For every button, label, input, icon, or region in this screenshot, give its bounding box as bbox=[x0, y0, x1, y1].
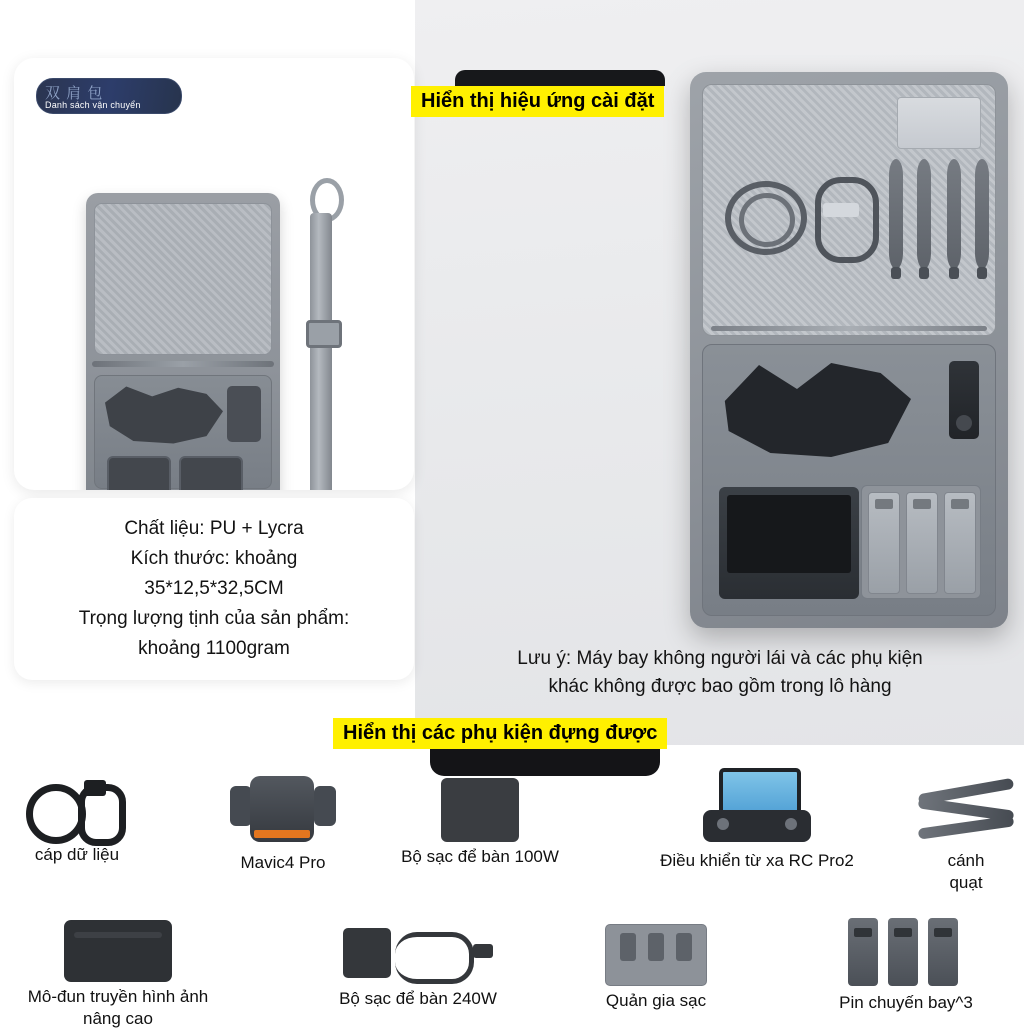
propeller-2 bbox=[917, 159, 931, 269]
case-base-panel bbox=[702, 344, 996, 616]
spec-material: Chất liệu: PU + Lycra bbox=[124, 518, 304, 539]
drone-icon bbox=[228, 770, 338, 848]
accessory-mavic4-pro bbox=[208, 770, 358, 874]
accessory-flight-batteries bbox=[798, 918, 1014, 1014]
carrying-case-closed bbox=[86, 193, 280, 490]
battery-slot-1 bbox=[868, 492, 900, 594]
propeller-1 bbox=[889, 159, 903, 269]
accessory-label: Quản gia sạc bbox=[605, 991, 707, 1010]
note-line-1: Lưu ý: Máy bay không người lái và các phụ kiện bbox=[517, 648, 923, 669]
accessory-label: Điều khiển từ xa RC Pro2 bbox=[660, 851, 854, 870]
note-line-2: khác không được bao gồm trong lô hàng bbox=[548, 676, 892, 697]
battery-slot-2 bbox=[906, 492, 938, 594]
accessory-data-cable bbox=[2, 778, 152, 866]
disclaimer-note bbox=[440, 645, 1000, 701]
packing-list-badge bbox=[36, 78, 182, 114]
carrying-case-open bbox=[690, 72, 1008, 628]
propeller-4 bbox=[975, 159, 989, 269]
foam-cutout-left bbox=[107, 456, 171, 490]
remote-controller-slot bbox=[719, 487, 859, 599]
accessory-stick bbox=[949, 361, 979, 439]
accessory-charging-hub bbox=[578, 924, 734, 1012]
accessory-propellers bbox=[910, 780, 1022, 894]
badge-glyphs: 双 肩 包 bbox=[45, 85, 104, 102]
battery-slot-3 bbox=[944, 492, 976, 594]
accessory-label: cáp dữ liệu bbox=[34, 845, 120, 864]
battery-slots bbox=[861, 485, 981, 599]
accessory-label: Bộ sạc để bàn 240W bbox=[339, 989, 497, 1008]
shoulder-strap bbox=[310, 213, 332, 490]
spec-size-label: Kích thước: khoảng bbox=[130, 548, 298, 569]
case-foam-tray bbox=[94, 375, 272, 489]
left-product-photo-card bbox=[14, 58, 414, 490]
cable-icon bbox=[22, 778, 132, 840]
cable-coil bbox=[725, 181, 807, 255]
accessory-video-module bbox=[8, 920, 228, 1030]
module-icon bbox=[64, 920, 172, 982]
spec-weight-label: Trọng lượng tịnh của sản phẩm: bbox=[78, 608, 350, 629]
foam-cutout-accessory bbox=[227, 386, 261, 442]
accessory-label-line2: quạt bbox=[949, 873, 983, 892]
battery-icon bbox=[848, 918, 964, 988]
charger-icon bbox=[441, 778, 519, 842]
case-zipper bbox=[92, 361, 274, 367]
charger-240w-icon bbox=[343, 922, 493, 984]
spec-size-value: 35*12,5*32,5CM bbox=[144, 578, 284, 599]
accessory-label-line2: nâng cao bbox=[83, 1009, 153, 1028]
badge-label: Danh sách vận chuyển bbox=[45, 100, 141, 110]
accessory-label: Bộ sạc để bàn 100W bbox=[401, 847, 559, 866]
spec-weight-value: khoảng 1100gram bbox=[138, 638, 290, 659]
accessory-label: Mavic4 Pro bbox=[240, 853, 326, 872]
case-lid-mesh bbox=[94, 203, 272, 355]
propeller-3 bbox=[947, 159, 961, 269]
lid-mesh-window bbox=[897, 97, 981, 149]
charging-hub-icon bbox=[605, 924, 707, 986]
propeller-icon bbox=[918, 780, 1014, 846]
highlight-label-setup-effect: Hiển thị hiệu ứng cài đặt bbox=[411, 86, 664, 117]
accessory-rc-pro2 bbox=[634, 768, 880, 872]
desk-edge-top bbox=[455, 70, 665, 86]
accessory-label-line1: cánh bbox=[947, 851, 985, 870]
case-lid-panel bbox=[702, 84, 996, 336]
accessory-charger-100w bbox=[380, 778, 580, 868]
accessory-charger-240w bbox=[298, 922, 538, 1010]
drone-folded bbox=[721, 359, 911, 459]
usb-cable bbox=[815, 177, 879, 263]
specification-card bbox=[14, 498, 414, 680]
accessory-label-line1: Mô-đun truyền hình ảnh bbox=[27, 987, 209, 1006]
foam-cutout-drone bbox=[105, 384, 223, 446]
lid-zipper bbox=[711, 326, 987, 331]
highlight-label-accessories: Hiển thị các phụ kiện đựng được bbox=[333, 718, 667, 749]
accessory-label: Pin chuyến bay^3 bbox=[839, 993, 973, 1012]
remote-controller-icon bbox=[697, 768, 817, 846]
foam-cutout-right bbox=[179, 456, 243, 490]
strap-buckle bbox=[306, 320, 342, 348]
cable-clip bbox=[823, 203, 859, 217]
